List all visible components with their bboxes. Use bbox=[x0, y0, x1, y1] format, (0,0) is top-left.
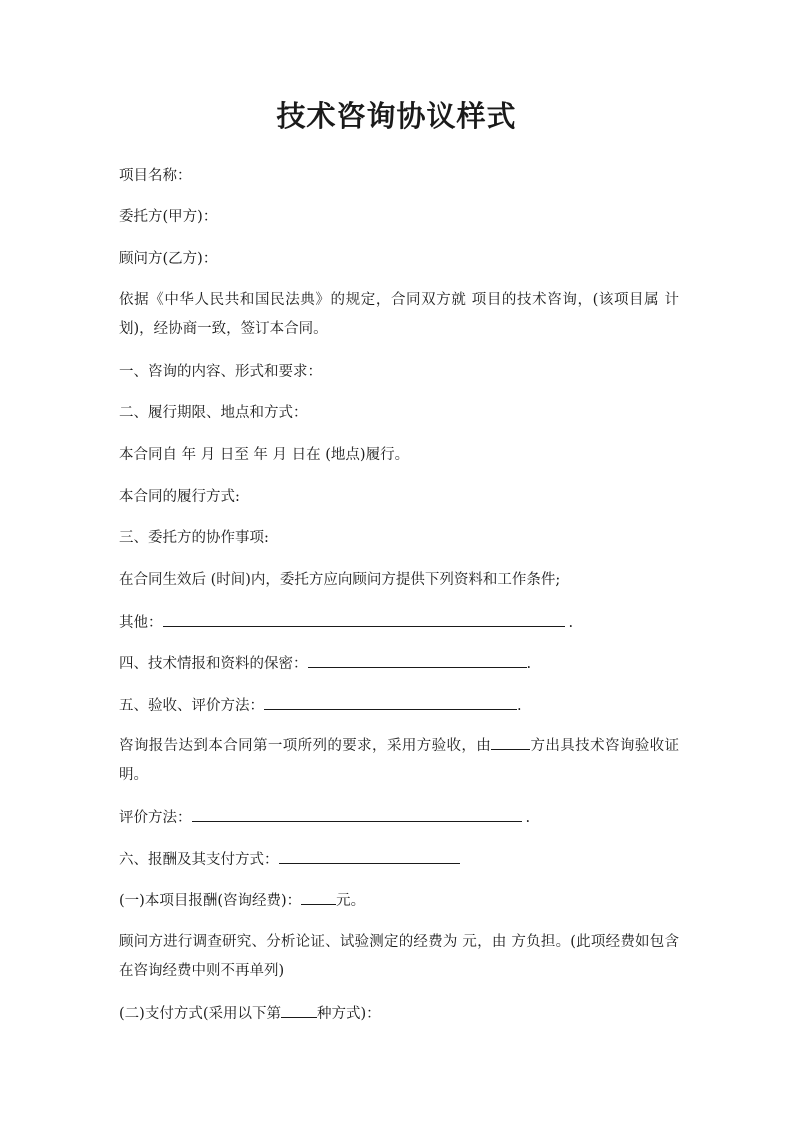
acceptance-paragraph bbox=[119, 732, 679, 790]
cooperation-line: 在合同生效后 (时间)内，委托方应向顾问方提供下列资料和工作条件; bbox=[119, 572, 561, 588]
evaluation-label: 评价方法： bbox=[119, 810, 192, 826]
expense-paragraph: 顾问方进行调查研究、分析论证、试验测定的经费为 元，由 方负担。(此项经费如包含在咨询经费中则不再单列) bbox=[119, 934, 679, 979]
consultant-party-field: 顾问方(乙方)： bbox=[119, 251, 218, 267]
section-4-line bbox=[119, 653, 531, 674]
section-6-label: 六、报酬及其支付方式： bbox=[119, 852, 279, 868]
other-line bbox=[119, 612, 573, 633]
project-name-field: 项目名称： bbox=[119, 168, 192, 184]
other-blank bbox=[163, 612, 565, 627]
other-label: 其他： bbox=[119, 615, 163, 631]
section-1-heading: 一、咨询的内容、形式和要求： bbox=[119, 364, 322, 380]
document-title: 技术咨询协议样式 bbox=[276, 99, 517, 133]
acceptance-before: 咨询报告达到本合同第一项所列的要求，采用方验收，由 bbox=[119, 738, 492, 754]
evaluation-blank bbox=[192, 807, 522, 822]
other-end: . bbox=[568, 615, 574, 631]
term-line: 本合同自 年 月 日至 年 月 日在 (地点)履行。 bbox=[119, 447, 410, 463]
acceptance-after: 方出具技术咨询验收证明。 bbox=[119, 738, 679, 783]
evaluation-line bbox=[119, 807, 530, 828]
payment-blank bbox=[281, 1003, 317, 1018]
section-4-end: . bbox=[526, 656, 532, 672]
performance-method-line: 本合同的履行方式: bbox=[119, 489, 240, 505]
section-4-blank bbox=[308, 653, 527, 668]
acceptance-blank bbox=[491, 735, 530, 750]
evaluation-end: . bbox=[525, 810, 531, 826]
section-5-label: 五、验收、评价方法： bbox=[119, 698, 264, 714]
payment-line bbox=[119, 1003, 381, 1024]
section-5-line bbox=[119, 695, 522, 716]
intro-paragraph: 依据《中华人民共和国民法典》的规定，合同双方就 项目的技术咨询，(该项目属 计划)，经协商一致，签订本合同。 bbox=[119, 292, 679, 337]
fee-blank bbox=[301, 890, 336, 905]
fee-label: (一)本项目报酬(咨询经费)： bbox=[119, 893, 302, 909]
section-6-blank bbox=[279, 849, 460, 864]
section-6-line bbox=[119, 849, 460, 870]
section-5-end: . bbox=[517, 698, 522, 714]
section-4-label: 四、技术情报和资料的保密： bbox=[119, 656, 308, 672]
payment-before: (二)支付方式(采用以下第 bbox=[119, 1006, 281, 1022]
fee-end: 元。 bbox=[336, 893, 366, 909]
section-2-heading: 二、履行期限、地点和方式： bbox=[119, 405, 308, 421]
payment-after: 种方式)： bbox=[316, 1006, 381, 1022]
client-party-field: 委托方(甲方)： bbox=[119, 209, 218, 225]
fee-line bbox=[119, 890, 365, 911]
section-5-blank bbox=[264, 695, 517, 710]
section-3-heading: 三、委托方的协作事项: bbox=[119, 530, 269, 546]
